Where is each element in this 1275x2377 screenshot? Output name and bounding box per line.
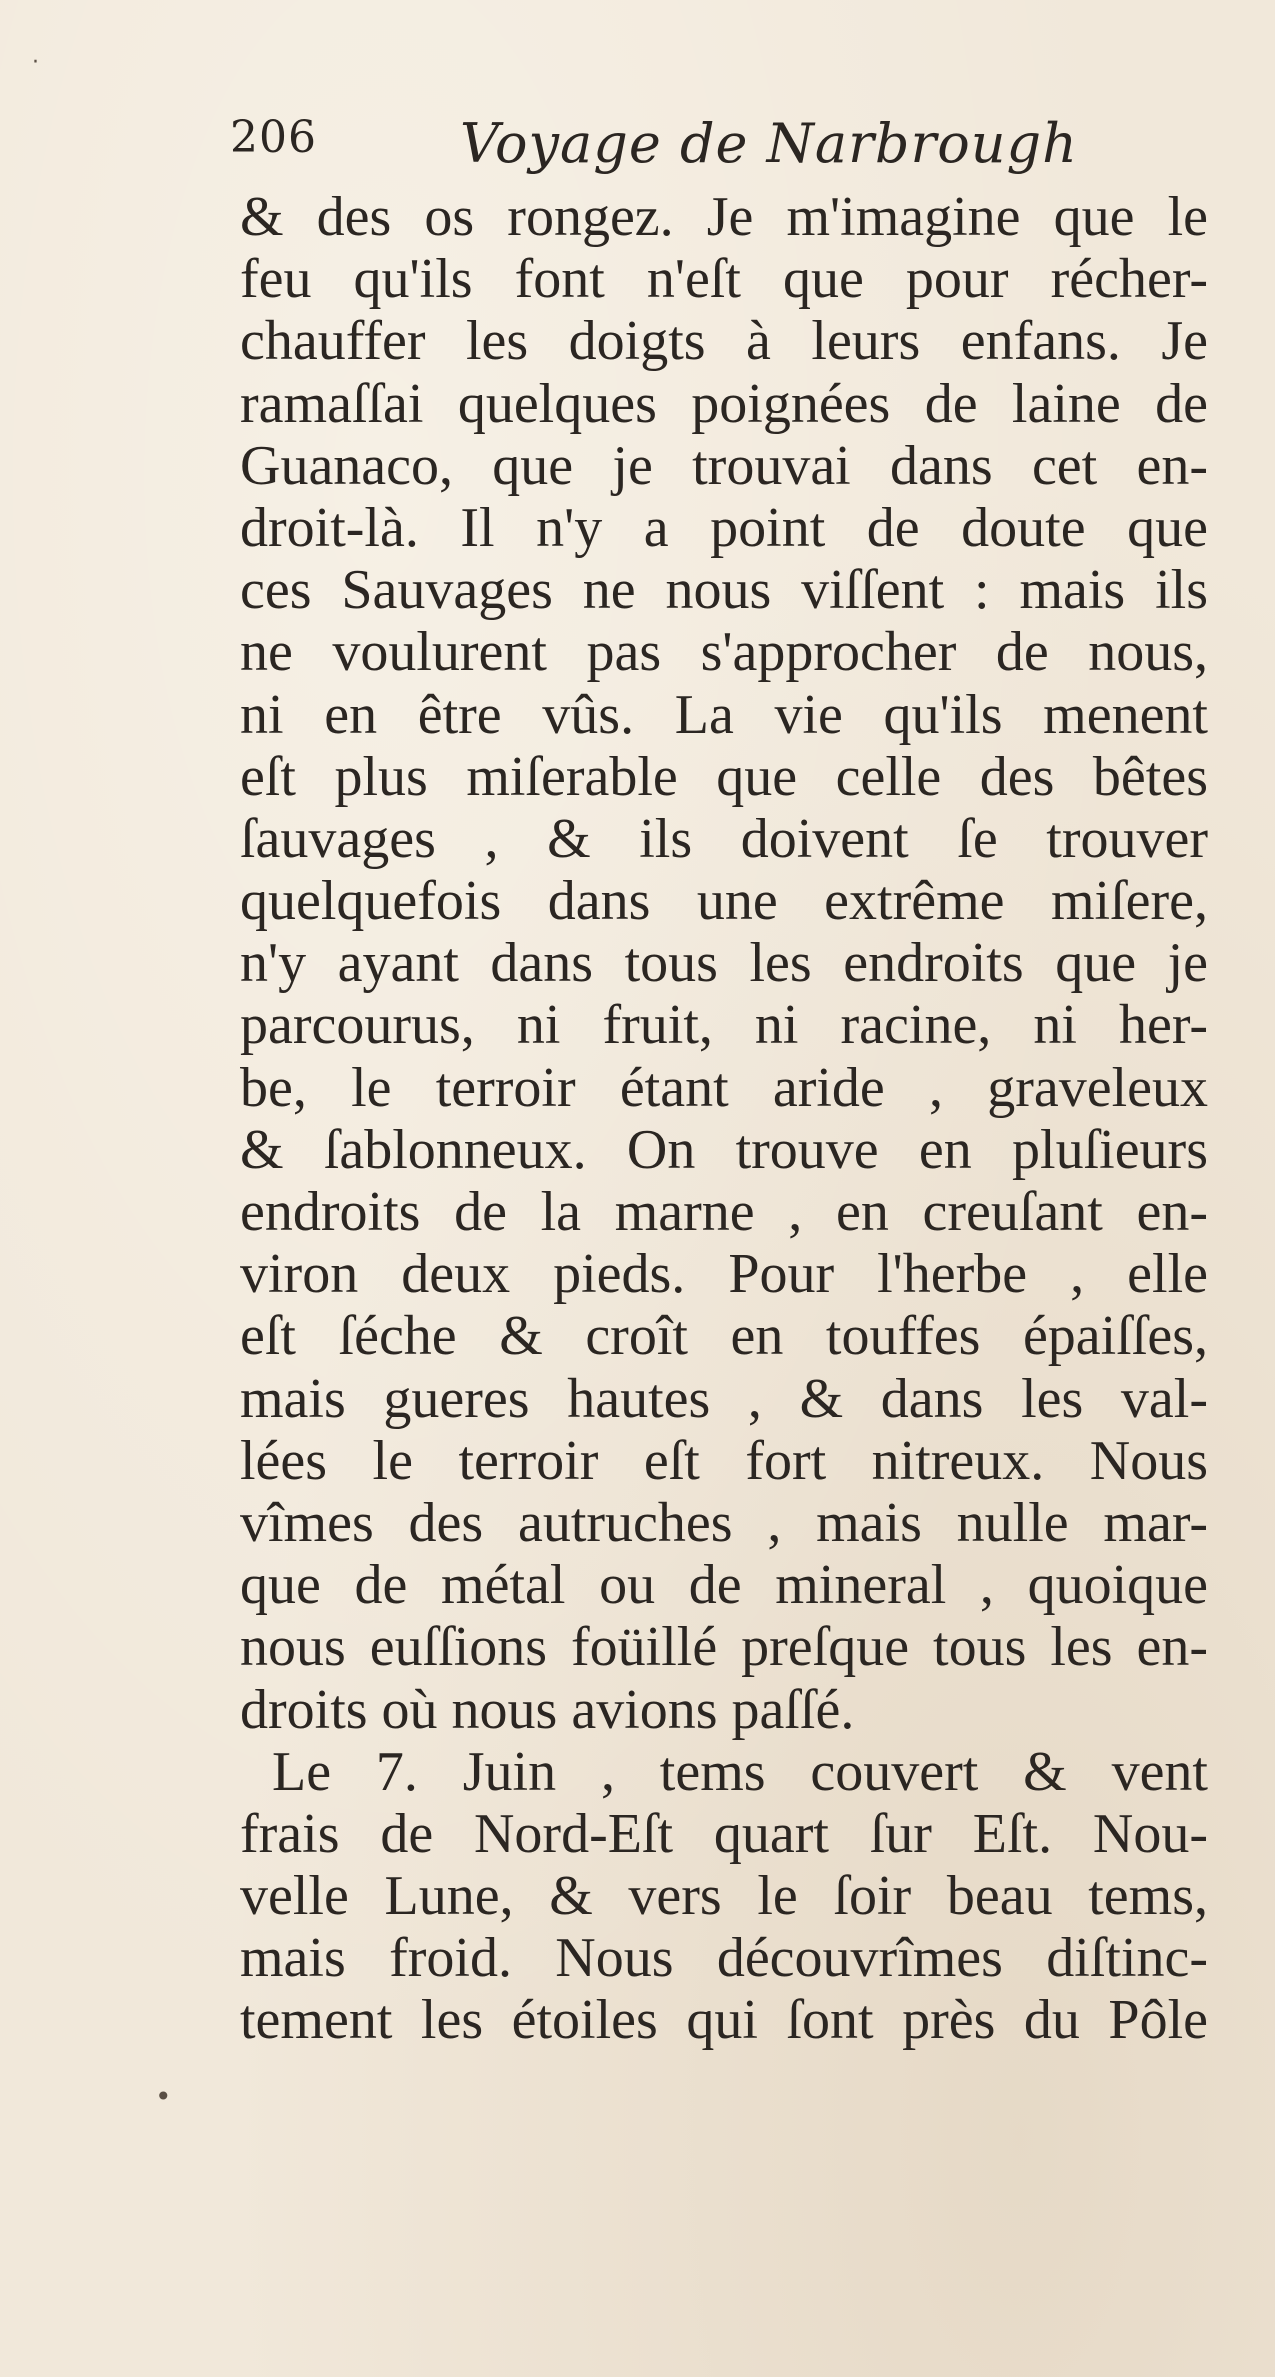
text-line: Le 7. Juin , tems couvert & vent xyxy=(272,1740,1208,1803)
text-line: ſauvages , & ils doivent ſe trouver xyxy=(240,807,1208,870)
running-head: Voyage de Narbrough xyxy=(460,112,1078,175)
text-line: & ſablonneux. On trouve en pluſieurs xyxy=(240,1118,1208,1181)
text-line: eſt ſéche & croît en touffes épaiſſes, xyxy=(240,1305,1208,1368)
text-line: mais gueres hautes , & dans les val- xyxy=(240,1367,1208,1430)
text-line: endroits de la marne , en creuſant en- xyxy=(240,1181,1208,1243)
text-line: Guanaco, que je trouvai dans cet en- xyxy=(240,434,1208,497)
text-line: quelquefois dans une extrême miſere, xyxy=(240,870,1208,933)
text-line: mais froid. Nous découvrîmes diſtinc- xyxy=(240,1927,1208,1990)
text-line: feu qu'ils font n'eſt que pour récher- xyxy=(240,248,1208,311)
text-line: & des os rongez. Je m'imagine que le xyxy=(240,186,1208,248)
text-line: eſt plus miſerable que celle des bêtes xyxy=(240,745,1208,808)
text-line: parcourus, ni fruit, ni racine, ni her- xyxy=(240,994,1208,1057)
margin-bullet-mark: • xyxy=(155,2080,172,2113)
page-number: 206 xyxy=(230,112,317,163)
paper-speck-mark: · xyxy=(32,50,39,75)
text-line: ni en être vûs. La vie qu'ils menent xyxy=(240,683,1208,746)
page-header xyxy=(230,112,1210,182)
text-line: frais de Nord-Eſt quart ſur Eſt. Nou- xyxy=(240,1802,1208,1865)
text-line: ramaſſai quelques poignées de laine de xyxy=(240,372,1208,435)
text-line: nous euſſions foüillé preſque tous les en- xyxy=(240,1616,1208,1679)
text-line: chauffer les doigts à leurs enfans. Je xyxy=(240,310,1208,373)
text-line: tement les étoiles qui ſont près du Pôle xyxy=(240,1989,1208,2052)
text-line: lées le terroir eſt fort nitreux. Nous xyxy=(240,1429,1208,1492)
text-line: vîmes des autruches , mais nulle mar- xyxy=(240,1491,1208,1554)
text-line: ne voulurent pas s'approcher de nous, xyxy=(240,621,1208,684)
text-line: n'y ayant dans tous les endroits que je xyxy=(240,932,1208,995)
text-line: velle Lune, & vers le ſoir beau tems, xyxy=(240,1865,1208,1928)
body-text xyxy=(240,186,1208,2052)
text-line: droit-là. Il n'y a point de doute que xyxy=(240,496,1208,559)
text-line: viron deux pieds. Pour l'herbe , elle xyxy=(240,1243,1208,1306)
text-line: be, le terroir étant aride , graveleux xyxy=(240,1056,1208,1119)
text-line: droits où nous avions paſſé. xyxy=(240,1678,855,1741)
text-line: ces Sauvages ne nous viſſent : mais ils xyxy=(240,559,1208,622)
text-line: que de métal ou de mineral , quoique xyxy=(240,1554,1208,1617)
